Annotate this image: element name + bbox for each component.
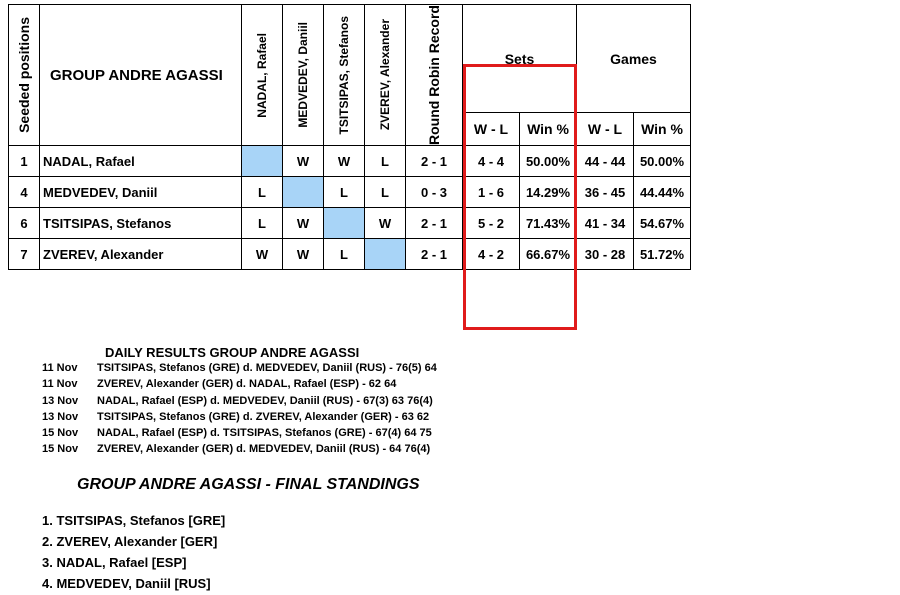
standing-item: 4. MEDVEDEV, Daniil [RUS]: [42, 576, 211, 591]
sets-wl-cell: 1 - 6: [463, 177, 520, 208]
sets-wl-cell: 5 - 2: [463, 208, 520, 239]
result-cell: L: [242, 177, 283, 208]
round-robin-record-label: Round Robin Record: [426, 5, 442, 145]
self-match-cell: [365, 239, 406, 270]
player-name-cell: TSITSIPAS, Stefanos: [40, 208, 242, 239]
result-line: [42, 409, 437, 425]
seed-cell: 4: [9, 177, 40, 208]
result-cell: L: [324, 239, 365, 270]
round-robin-table: [8, 4, 691, 270]
record-cell: 2 - 1: [406, 208, 463, 239]
final-standings-title: GROUP ANDRE AGASSI - FINAL STANDINGS: [77, 476, 420, 493]
standing-item: 1. TSITSIPAS, Stefanos [GRE]: [42, 513, 226, 528]
result-cell: W: [283, 239, 324, 270]
result-text: ZVEREV, Alexander (GER) d. MEDVEDEV, Daniil (RUS) - 64 76(4): [97, 443, 431, 456]
result-date: 11 Nov: [42, 378, 78, 391]
seed-cell: 1: [9, 146, 40, 177]
result-cell: W: [283, 208, 324, 239]
sets-wl-header: W - L: [463, 113, 520, 146]
games-pct-cell: 50.00%: [634, 146, 691, 177]
result-line: [42, 425, 437, 441]
player-name-cell: NADAL, Rafael: [40, 146, 242, 177]
games-wl-header: W - L: [577, 113, 634, 146]
result-text: TSITSIPAS, Stefanos (GRE) d. MEDVEDEV, Daniil (RUS) - 76(5) 64: [97, 362, 437, 374]
sets-wl-cell: 4 - 2: [463, 239, 520, 270]
games-wl-cell: 30 - 28: [577, 239, 634, 270]
result-date: 13 Nov: [42, 394, 79, 407]
record-cell: 2 - 1: [406, 146, 463, 177]
result-cell: W: [365, 208, 406, 239]
player-name-cell: ZVEREV, Alexander: [40, 239, 242, 270]
sets-pct-cell: 50.00%: [520, 146, 577, 177]
games-wl-cell: 41 - 34: [577, 208, 634, 239]
player-col-header-3: [324, 5, 365, 146]
player-name-cell: MEDVEDEV, Daniil: [40, 177, 242, 208]
sets-win-pct-header: Win %: [520, 113, 577, 146]
seeded-positions-header: [9, 5, 40, 146]
games-wl-cell: 36 - 45: [577, 177, 634, 208]
result-cell: W: [283, 146, 324, 177]
result-date: 15 Nov: [42, 427, 79, 440]
player-col-header-1: [242, 5, 283, 146]
round-robin-record-header: [406, 5, 463, 146]
games-header: Games: [577, 5, 691, 113]
standing-item: 3. NADAL, Rafael [ESP]: [42, 555, 187, 570]
sets-wl-cell: 4 - 4: [463, 146, 520, 177]
result-date: 13 Nov: [42, 410, 79, 423]
result-line: [42, 360, 437, 376]
seed-cell: 6: [9, 208, 40, 239]
sets-pct-cell: 66.67%: [520, 239, 577, 270]
player-col-label: NADAL, Rafael: [255, 32, 269, 118]
result-cell: W: [242, 239, 283, 270]
sets-pct-cell: 71.43%: [520, 208, 577, 239]
record-cell: 2 - 1: [406, 239, 463, 270]
self-match-cell: [242, 146, 283, 177]
result-line: [42, 441, 437, 457]
games-win-pct-header: Win %: [634, 113, 691, 146]
result-cell: W: [324, 146, 365, 177]
daily-results-title: DAILY RESULTS GROUP ANDRE AGASSI: [105, 345, 360, 360]
result-text: NADAL, Rafael (ESP) d. TSITSIPAS, Stefanos (GRE) - 67(4) 64 75: [97, 427, 432, 440]
games-wl-cell: 44 - 44: [577, 146, 634, 177]
self-match-cell: [283, 177, 324, 208]
games-pct-cell: 54.67%: [634, 208, 691, 239]
result-text: ZVEREV, Alexander (GER) d. NADAL, Rafael (ESP) - 62 64: [97, 378, 397, 391]
player-col-label: TSITSIPAS, Stefanos: [337, 15, 351, 135]
result-text: TSITSIPAS, Stefanos (GRE) d. ZVEREV, Alexander (GER) - 63 62: [97, 410, 430, 423]
seed-cell: 7: [9, 239, 40, 270]
daily-results-section: [42, 345, 437, 458]
sets-pct-cell: 14.29%: [520, 177, 577, 208]
table-row: [9, 177, 691, 208]
standing-item: 2. ZVEREV, Alexander [GER]: [42, 534, 218, 549]
result-line: [42, 376, 437, 392]
player-col-header-4: [365, 5, 406, 146]
table-row: [9, 239, 691, 270]
result-cell: L: [242, 208, 283, 239]
result-cell: L: [365, 146, 406, 177]
final-standings-list: [42, 510, 225, 594]
self-match-cell: [324, 208, 365, 239]
games-pct-cell: 44.44%: [634, 177, 691, 208]
seeded-positions-label: Seeded positions: [16, 17, 32, 133]
player-col-label: ZVEREV, Alexander: [378, 19, 392, 131]
player-col-header-2: [283, 5, 324, 146]
player-col-label: MEDVEDEV, Daniil: [296, 22, 310, 128]
table-row: [9, 146, 691, 177]
record-cell: 0 - 3: [406, 177, 463, 208]
result-cell: L: [324, 177, 365, 208]
result-text: NADAL, Rafael (ESP) d. MEDVEDEV, Daniil (RUS) - 67(3) 63 76(4): [97, 394, 433, 407]
sets-header: Sets: [463, 5, 577, 113]
result-line: [42, 393, 437, 409]
result-date: 11 Nov: [42, 362, 78, 374]
result-date: 15 Nov: [42, 443, 79, 456]
group-title: GROUP ANDRE AGASSI: [40, 5, 242, 146]
games-pct-cell: 51.72%: [634, 239, 691, 270]
table-row: [9, 208, 691, 239]
result-cell: L: [365, 177, 406, 208]
